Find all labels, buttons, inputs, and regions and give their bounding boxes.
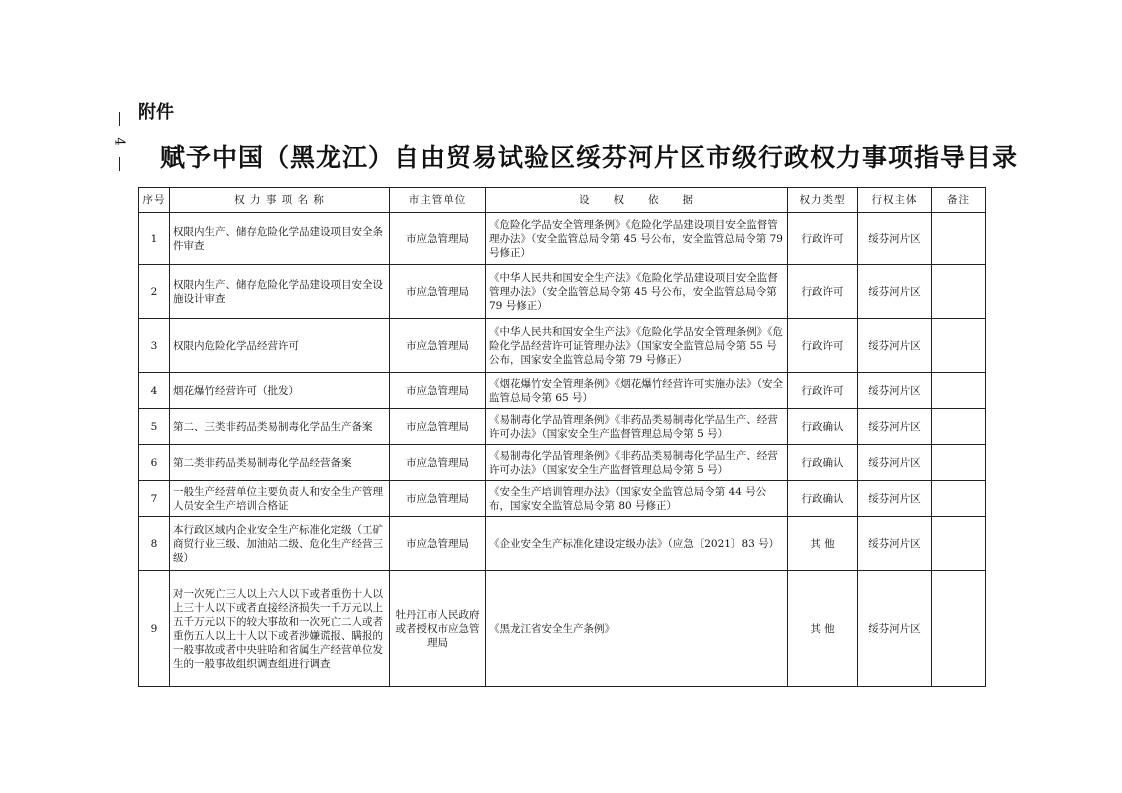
attachment-label: 附件 [138,102,174,123]
row-note [932,265,986,319]
row-dept: 市应急管理局 [390,319,486,373]
row-note [932,213,986,265]
page-number-dash-bottom [119,157,120,171]
table-row [139,571,986,687]
row-dept: 牡丹江市人民政府或者授权市应急管理局 [390,571,486,687]
row-subject: 绥芬河片区 [858,373,932,409]
row-subject: 绥芬河片区 [858,481,932,517]
row-note [932,571,986,687]
row-basis: 《烟花爆竹安全管理条例》《烟花爆竹经营许可实施办法》（安全监管总局令第 65 号） [486,373,788,409]
row-name: 权限内生产、储存危险化学品建设项目安全设施设计审查 [170,265,390,319]
header-no: 序号 [139,188,170,213]
row-basis: 《中华人民共和国安全生产法》《危险化学品建设项目安全监督管理办法》（安全监管总局令第 45 号公布，安全监管总局令第 79 号修正） [486,265,788,319]
row-note [932,319,986,373]
row-type: 行政确认 [788,445,858,481]
page-number-dash-top [119,112,120,126]
row-subject: 绥芬河片区 [858,213,932,265]
header-type: 权力类型 [788,188,858,213]
row-dept: 市应急管理局 [390,445,486,481]
row-dept: 市应急管理局 [390,213,486,265]
table-row [139,213,986,265]
row-note [932,481,986,517]
row-subject: 绥芬河片区 [858,517,932,571]
row-note [932,517,986,571]
row-type: 行政许可 [788,213,858,265]
header-basis: 设 权 依 据 [486,188,788,213]
row-basis: 《黑龙江省安全生产条例》 [486,571,788,687]
row-note [932,373,986,409]
row-dept: 市应急管理局 [390,481,486,517]
row-dept: 市应急管理局 [390,517,486,571]
row-dept: 市应急管理局 [390,409,486,445]
row-dept: 市应急管理局 [390,265,486,319]
table-row [139,319,986,373]
row-basis: 《易制毒化学品管理条例》《非药品类易制毒化学品生产、经营许可办法》（国家安全生产监督管理总局令第 5 号） [486,409,788,445]
row-basis: 《危险化学品安全管理条例》《危险化学品建设项目安全监督管理办法》（安全监管总局令第 45 号公布，安全监管总局令第 79 号修正） [486,213,788,265]
row-no: 3 [139,319,170,373]
row-no: 1 [139,213,170,265]
page-number-margin [112,112,126,192]
page-number: 4 [111,137,127,146]
table-row [139,409,986,445]
header-name: 权 力 事 项 名 称 [170,188,390,213]
row-type: 行政确认 [788,481,858,517]
row-name: 对一次死亡三人以上六人以下或者重伤十人以上三十人以下或者直接经济损失一千万元以上五千万元以下的较大事故和一次死亡二人或者重伤五人以上十人以下或者涉嫌谎报、瞒报的一般事故或者中央驻哈和省属生产经营单位发生的一般事故组织调查组进行调查 [170,571,390,687]
table-row [139,517,986,571]
row-no: 2 [139,265,170,319]
row-no: 7 [139,481,170,517]
row-note [932,445,986,481]
row-name: 一般生产经营单位主要负责人和安全生产管理人员安全生产培训合格证 [170,481,390,517]
header-note: 备注 [932,188,986,213]
row-basis: 《企业安全生产标准化建设定级办法》（应急〔2021〕83 号） [486,517,788,571]
document-title: 赋予中国（黑龙江）自由贸易试验区绥芬河片区市级行政权力事项指导目录 [160,143,1019,172]
row-name: 权限内危险化学品经营许可 [170,319,390,373]
row-name: 第二类非药品类易制毒化学品经营备案 [170,445,390,481]
row-type: 行政许可 [788,319,858,373]
row-no: 9 [139,571,170,687]
row-type: 其 他 [788,571,858,687]
row-no: 4 [139,373,170,409]
row-no: 5 [139,409,170,445]
row-subject: 绥芬河片区 [858,409,932,445]
row-type: 行政确认 [788,409,858,445]
row-note [932,409,986,445]
row-type: 行政许可 [788,373,858,409]
row-subject: 绥芬河片区 [858,571,932,687]
power-catalog-table [138,187,986,687]
header-dept: 市主管单位 [390,188,486,213]
row-subject: 绥芬河片区 [858,319,932,373]
table-row [139,445,986,481]
table-row [139,265,986,319]
row-basis: 《易制毒化学品管理条例》《非药品类易制毒化学品生产、经营许可办法》（国家安全生产监督管理总局令第 5 号） [486,445,788,481]
row-subject: 绥芬河片区 [858,265,932,319]
table-row [139,373,986,409]
row-name: 本行政区域内企业安全生产标准化定级（工矿商贸行业三级、加油站二级、危化生产经营三级） [170,517,390,571]
row-name: 第二、三类非药品类易制毒化学品生产备案 [170,409,390,445]
row-type: 行政许可 [788,265,858,319]
row-name: 权限内生产、储存危险化学品建设项目安全条件审查 [170,213,390,265]
row-no: 6 [139,445,170,481]
table-row [139,481,986,517]
row-no: 8 [139,517,170,571]
row-dept: 市应急管理局 [390,373,486,409]
header-subject: 行权主体 [858,188,932,213]
table-header-row [139,188,986,213]
row-basis: 《中华人民共和国安全生产法》《危险化学品安全管理条例》《危险化学品经营许可证管理办法》（国家安全监管总局令第 55 号公布，国家安全监管总局令第 79 号修正） [486,319,788,373]
row-type: 其 他 [788,517,858,571]
row-basis: 《安全生产培训管理办法》（国家安全监管总局令第 44 号公布，国家安全监管总局令第 80 号修正） [486,481,788,517]
row-name: 烟花爆竹经营许可（批发） [170,373,390,409]
row-subject: 绥芬河片区 [858,445,932,481]
